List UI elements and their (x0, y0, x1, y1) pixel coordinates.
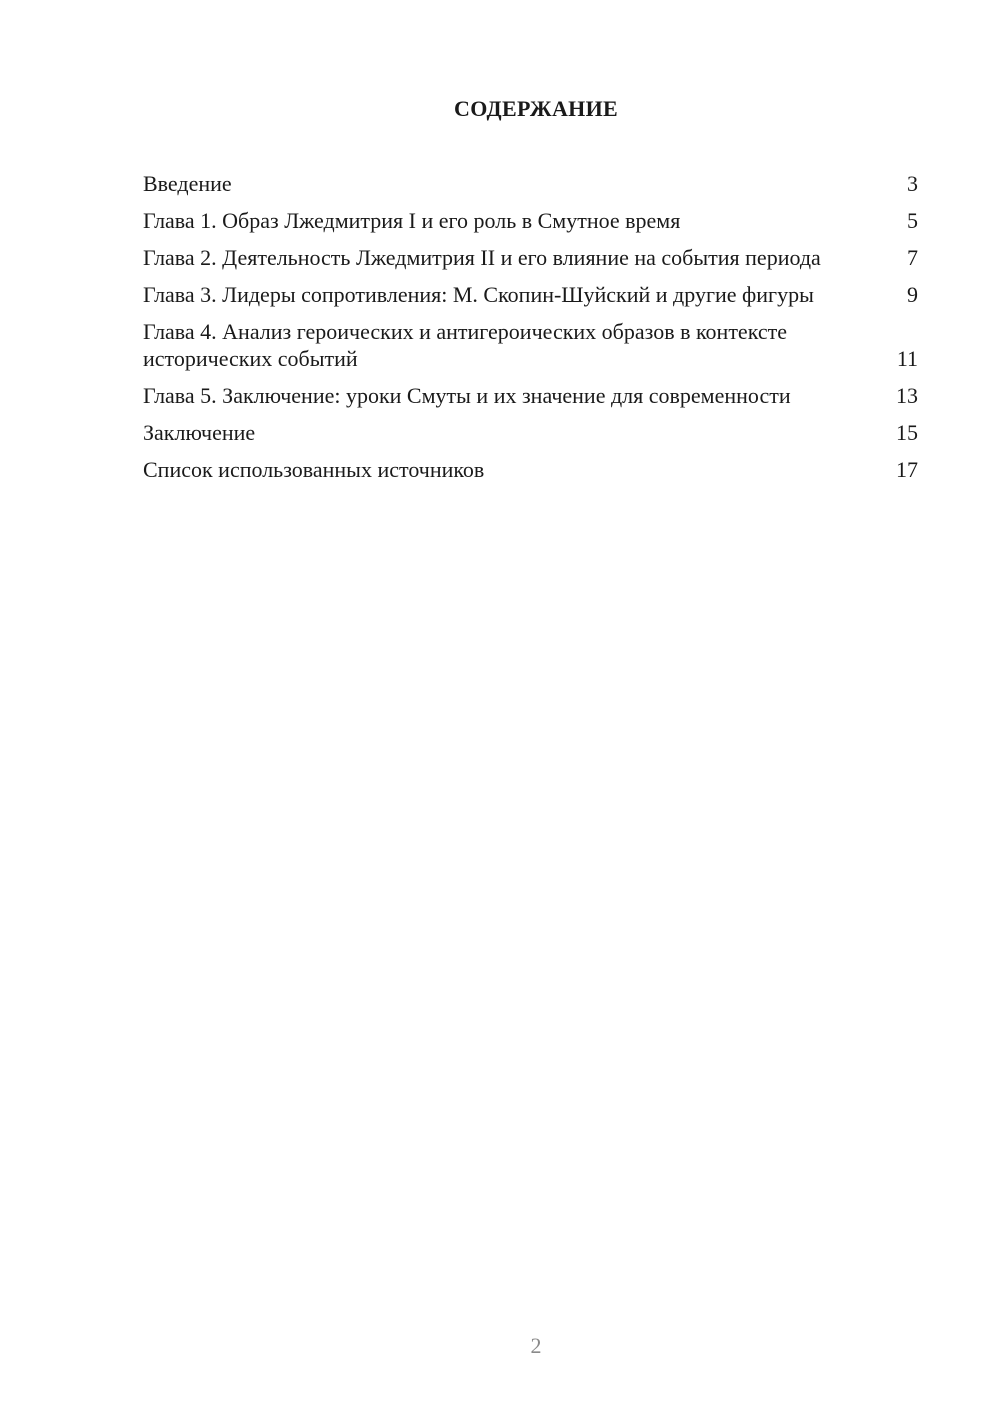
toc-entry-page: 7 (907, 245, 918, 270)
toc-entry-page: 11 (896, 346, 918, 371)
toc-entry-label: Список использованных источников (143, 457, 485, 482)
toc-entry-page: 17 (896, 457, 918, 482)
toc-entry-chapter-4 (143, 318, 918, 372)
toc-entry-chapter-2 (143, 244, 918, 271)
toc-entry-introduction (143, 170, 918, 197)
toc-entry-chapter-3 (143, 281, 918, 308)
toc-entry-page: 15 (896, 420, 918, 445)
toc-entry-sources (143, 456, 918, 483)
toc-entry-label: Введение (143, 171, 232, 196)
toc-entry-page: 9 (907, 282, 918, 307)
toc-entry-chapter-5 (143, 382, 918, 409)
toc-entry-label: Глава 2. Деятельность Лжедмитрия II и его влияние на события периода (143, 245, 821, 270)
toc-entry-label: Глава 5. Заключение: уроки Смуты и их значение для современности (143, 383, 791, 408)
toc-title: СОДЕРЖАНИЕ (454, 96, 618, 121)
toc-entry-conclusion (143, 419, 918, 446)
toc-entry-label: Заключение (143, 420, 256, 445)
toc-entry-page: 3 (907, 171, 918, 196)
toc-entry-label: Глава 4. Анализ героических и антигероических образов в контексте исторических событий (143, 319, 787, 371)
toc-entry-label: Глава 1. Образ Лжедмитрия I и его роль в Смутное время (143, 208, 681, 233)
page-number: 2 (530, 1333, 542, 1358)
toc-list (143, 170, 918, 493)
toc-entry-label: Глава 3. Лидеры сопротивления: М. Скопин-Шуйский и другие фигуры (143, 282, 814, 307)
toc-entry-page: 5 (907, 208, 918, 233)
toc-entry-page: 13 (896, 383, 918, 408)
toc-entry-chapter-1 (143, 207, 918, 234)
